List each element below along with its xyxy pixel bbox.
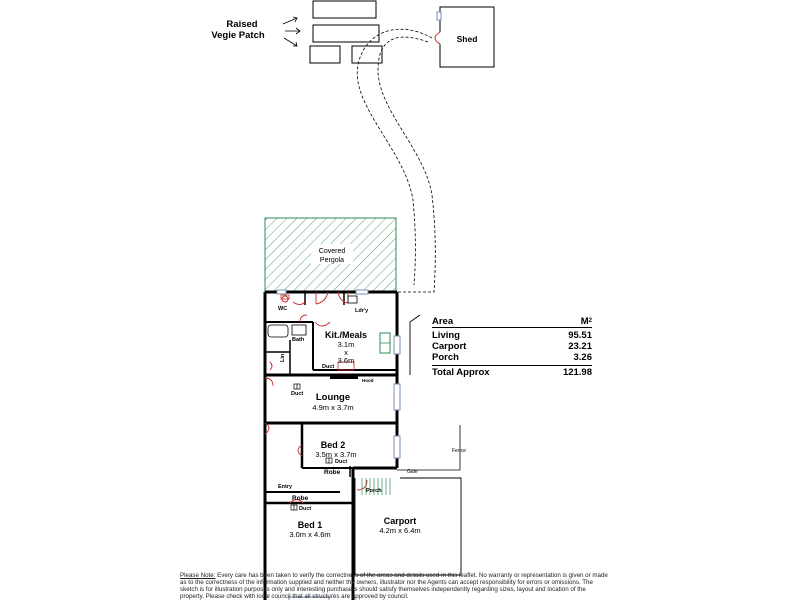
- fence: [397, 425, 460, 470]
- window-kitchen: [394, 336, 400, 354]
- vegie-bed-2: [313, 25, 379, 42]
- door-kitchen: [315, 322, 330, 326]
- area-header-unit: M: [580, 316, 589, 327]
- vegie-bed-3: [310, 46, 340, 63]
- area-row-value: 23.21: [568, 341, 592, 352]
- area-row-porch: [432, 352, 592, 363]
- raised-vegie-patch: [211, 1, 382, 63]
- area-row-total: [432, 365, 592, 378]
- area-table: [432, 316, 592, 378]
- disclaimer-text: Every care has been taken to verify the correctness of the areas and details used in this leaflet. No warranty or representation is given or made as to the correctness of the information supplied and neither the owners, illustrator nor the Agents can accept responsibility for errors or omissions. The sketch is for illustration purposes only and interesting purchasers should satisfy themselves independently regarding sizes, layout and location of the property. Please check with local council that all structures are approved by council.: [180, 572, 608, 600]
- linen-label: Lin: [280, 353, 286, 362]
- bed2-label: Bed 2: [320, 440, 346, 450]
- porch-label: Porch: [366, 488, 382, 494]
- kitchen-label: Kit./Meals: [324, 330, 368, 340]
- shed-label: Shed: [456, 34, 478, 44]
- wc-label: WC: [278, 306, 288, 312]
- area-row-label: Living: [432, 330, 460, 341]
- entry-label: Entry: [278, 484, 293, 490]
- duct-label-bed2: Duct: [335, 459, 348, 465]
- pergola-label-line1: Covered: [318, 248, 346, 255]
- hood-label: Hood: [362, 378, 374, 383]
- area-total-value: 121.98: [562, 367, 592, 378]
- door-linen: [270, 362, 272, 370]
- covered-pergola: [265, 218, 396, 292]
- carport-size: 4.2m x 6.4m: [379, 526, 421, 535]
- area-row-carport: [432, 341, 592, 352]
- bed2-size: 3.5m x 3.7m: [315, 450, 357, 459]
- duct-label-bed1: Duct: [299, 506, 312, 512]
- window-lounge: [394, 384, 400, 410]
- laundry-label: Ldr'y: [355, 308, 369, 314]
- kitchen-width: 3.1m: [337, 340, 355, 349]
- vegie-patch-label-line2: Vegie Patch: [211, 30, 265, 41]
- duct-label-kitchen: Duct: [322, 364, 335, 370]
- arrow-icon: [283, 17, 300, 46]
- shed-window: [437, 12, 441, 20]
- fence-label: Fence: [452, 448, 466, 454]
- door-pergola-1: [316, 292, 328, 304]
- disclaimer-note-label: Please Note:: [180, 572, 216, 579]
- robe-label-bed2: Robe: [324, 469, 341, 476]
- vanity: [292, 325, 306, 335]
- area-row-value: 3.26: [573, 352, 592, 363]
- area-table-bracket: [410, 315, 420, 375]
- carport-label: Carport: [383, 516, 417, 526]
- hood-bar: [338, 375, 358, 379]
- window-bed2: [394, 436, 400, 458]
- area-header-label: Area: [432, 316, 454, 327]
- window-wc: [277, 290, 286, 294]
- area-row-value: 95.51: [568, 330, 592, 341]
- area-header-unit-sup: 2: [588, 318, 592, 324]
- shed: [435, 7, 494, 67]
- fence-post: [330, 375, 338, 379]
- kitchen-height: 3.6m: [337, 356, 355, 365]
- pergola-label-line2: Pergola: [319, 257, 345, 264]
- bath-label: Bath: [292, 337, 305, 343]
- area-row-label: Carport: [432, 341, 467, 352]
- door-bath: [300, 315, 307, 322]
- vegie-patch-label-line1: Raised: [226, 19, 258, 30]
- area-table-header: [432, 316, 592, 328]
- disclaimer: [180, 572, 610, 600]
- vegie-bed-1: [313, 1, 376, 18]
- area-header-unit-wrap: [581, 316, 592, 327]
- vegie-bed-4: [352, 46, 382, 63]
- lounge-size: 4.9m x 3.7m: [312, 403, 354, 412]
- door-pergola-2: [338, 292, 348, 303]
- bed1-label: Bed 1: [297, 520, 323, 530]
- area-total-label: Total Approx: [432, 367, 490, 378]
- bed1-size: 3.0m x 4.6m: [289, 530, 331, 539]
- window-ldry: [356, 290, 368, 294]
- robe-label-bed1: Robe: [292, 495, 309, 502]
- area-row-label: Porch: [432, 352, 459, 363]
- laundry-trough: [348, 296, 357, 303]
- door-wc: [293, 302, 305, 305]
- kitchen-x: x: [344, 348, 348, 357]
- bathtub: [268, 325, 288, 337]
- duct-label-lounge: Duct: [291, 391, 304, 397]
- area-row-living: [432, 330, 592, 341]
- lounge-label: Lounge: [315, 392, 351, 403]
- gate-label: Gate: [407, 469, 418, 475]
